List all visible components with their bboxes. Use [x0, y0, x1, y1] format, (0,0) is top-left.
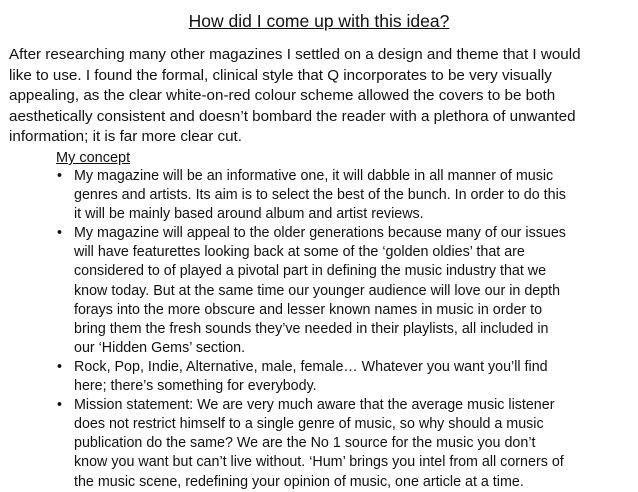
concept-bullet-item: [56, 358, 634, 396]
bullet-text-line: forays into the more obscure and lesser known names in music in order to: [74, 301, 543, 318]
bullet-icon: •: [57, 168, 63, 184]
bullet-text-line: bring them the fresh sounds they’ve needed in their playlists, all included in: [74, 320, 549, 337]
intro-line: information; it is far more clear cut.: [9, 128, 242, 146]
bullet-text-line: does not restrict himself to a single genre of music, so why should a music: [74, 416, 544, 433]
bullet-icon: •: [57, 358, 63, 375]
bullet-text-line: will have featurettes looking back at some of the ‘golden oldies’ that are: [74, 244, 525, 261]
intro-line: aesthetically consistent and doesn’t bombard the reader with a plethora of unwanted: [9, 107, 576, 125]
page-title: How did I come up with this idea?: [188, 11, 450, 31]
intro-line: appealing, as the clear white-on-red colour scheme allowed the covers to be both: [9, 87, 556, 105]
bullet-text-line: My magazine will appeal to the older generations because many of our issues: [74, 225, 566, 242]
bullet-icon: •: [57, 225, 63, 242]
bullet-text-line: Mission statement: We are very much aware that the average music listener: [74, 397, 555, 414]
concept-bullet-item: [56, 224, 634, 358]
bullet-text-line: it will be mainly based around album and artist reviews.: [74, 206, 424, 223]
bullet-icon: •: [57, 397, 63, 414]
bullet-text-line: the music scene, redefining your opinion of music, one article at a time.: [74, 473, 524, 490]
bullet-text-line: genres and artists. Its aim is to select the best of the bunch. In order to do this: [74, 187, 566, 204]
bullet-text-line: know you want but can’t live without. ‘Hum’ brings you intel from all corners of: [74, 454, 564, 471]
bullet-text-line: considered to of played a pivotal part in defining the music industry that we: [74, 263, 547, 280]
concept-bullet-list: [56, 167, 634, 492]
bullet-text-line: publication do the same? We are the No 1 source for the music you don’t: [74, 435, 536, 452]
intro-line: After researching many other magazines I settled on a design and theme that I would: [9, 46, 581, 63]
concept-bullet-item: [56, 167, 634, 224]
intro-line: like to use. I found the formal, clinical style that Q incorporates to be very visually: [9, 66, 552, 84]
bullet-text-line: My magazine will be an informative one, it will dabble in all manner of music: [74, 168, 554, 184]
intro-paragraph: [9, 45, 633, 148]
bullet-text-line: here; there’s something for everybody.: [74, 378, 317, 395]
bullet-text-line: Rock, Pop, Indie, Alternative, male, female… Whatever you want you’ll find: [74, 358, 548, 375]
bullet-text-line: our ‘Hidden Gems’ section.: [74, 339, 246, 356]
bullet-text-line: know today. But at the same time our younger audience will love our in depth: [74, 282, 561, 299]
concept-bullet-item: [56, 396, 634, 491]
concept-heading: My concept: [56, 150, 131, 166]
